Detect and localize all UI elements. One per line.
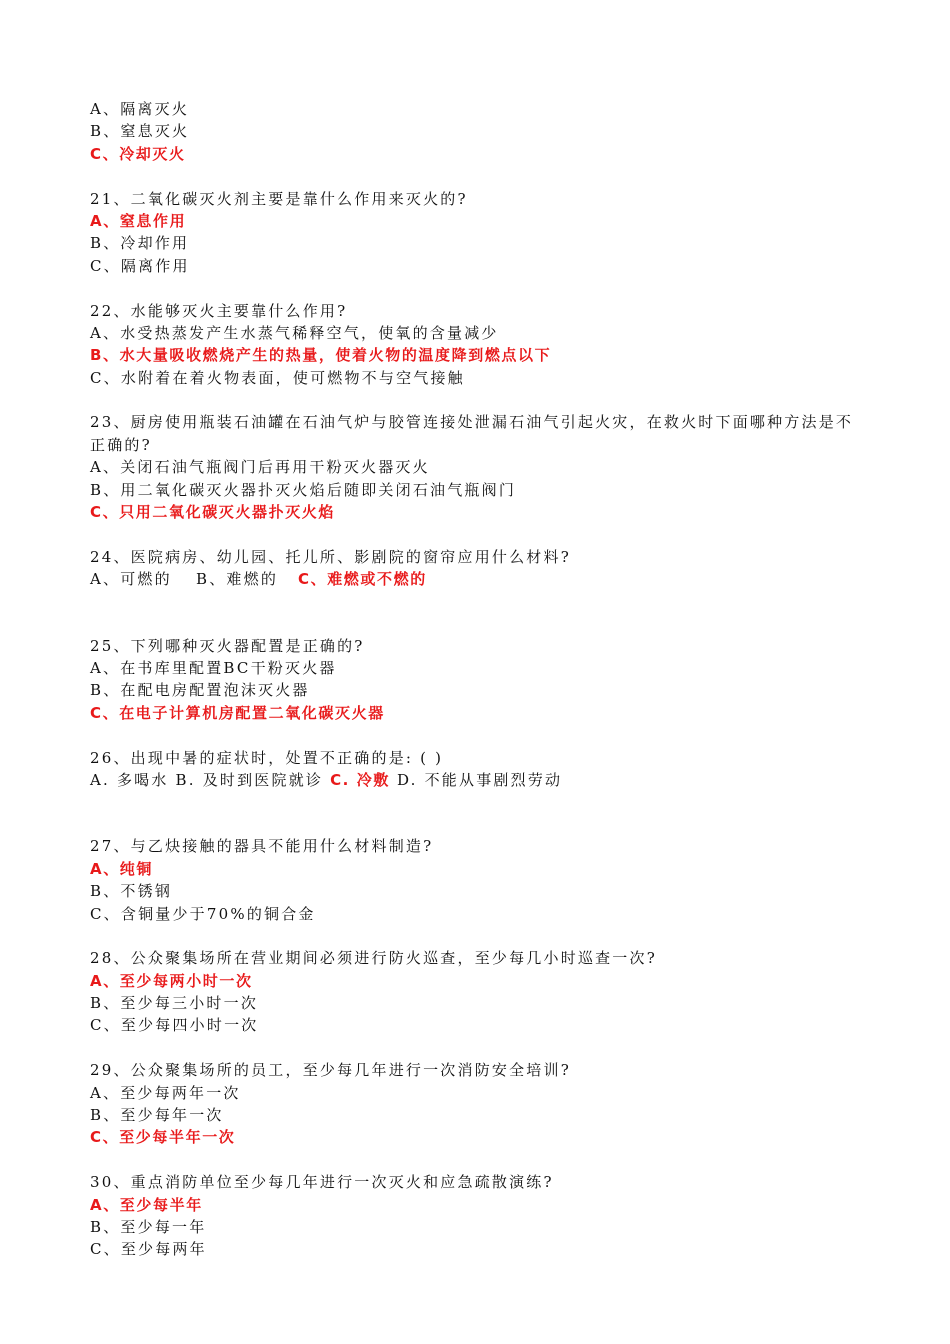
q25-option-b: B、在配电房配置泡沫灭火器 [90,681,310,700]
q24-option-a: A、可燃的 [90,570,172,589]
document-page [90,98,870,1261]
q28-option-b: B、至少每三小时一次 [90,994,259,1013]
q29-option-a: A、至少每两年一次 [90,1083,241,1102]
q27-question: 27、与乙炔接触的器具不能用什么材料制造? [90,837,434,856]
q27-option-c: C、含铜量少于70%的铜合金 [90,904,316,923]
q23-option-b: B、用二氧化碳灭火器扑灭火焰后随即关闭石油气瓶阀门 [90,480,517,499]
q29-answer: C、至少每半年一次 [90,1128,236,1147]
q23-answer: C、只用二氧化碳灭火器扑灭火焰 [90,503,336,522]
q29-option-b: B、至少每年一次 [90,1106,224,1125]
q24-question: 24、医院病房、幼儿园、托儿所、影剧院的窗帘应用什么材料? [90,547,571,566]
q27-option-b: B、不锈钢 [90,882,173,901]
q22-answer: B、水大量吸收燃烧产生的热量，使着火物的温度降到燃点以下 [90,346,552,365]
q26-option-a: A. 多喝水 [90,770,169,789]
q28-option-c: C、至少每四小时一次 [90,1016,259,1035]
q28-answer: A、至少每两小时一次 [90,971,253,990]
q20-option-a: A、隔离灭火 [90,100,190,118]
q30-option-b: B、至少每一年 [90,1218,207,1236]
q26-question: 26、出现中暑的症状时，处置不正确的是: ( ) [90,748,444,767]
q21-question: 21、二氧化碳灭火剂主要是靠什么作用来灭火的? [90,189,468,208]
q29-question: 29、公众聚集场所的员工，至少每几年进行一次消防安全培训? [90,1061,571,1080]
q23-question: 23、厨房使用瓶装石油罐在石油气炉与胶管连接处泄漏石油气引起火灾，在救火时下面哪种方法是不正确的? [90,413,854,454]
q25-question: 25、下列哪种灭火器配置是正确的? [90,636,365,655]
q30-question: 30、重点消防单位至少每几年进行一次灭火和应急疏散演练? [90,1173,554,1192]
q20-answer: C、冷却灭火 [90,144,186,163]
q26-option-d: D. 不能从事剧烈劳动 [396,770,563,789]
q27-answer: A、纯铜 [90,859,154,878]
q21-answer: A、窒息作用 [90,211,187,230]
q22-option-c: C、水附着在着火物表面，使可燃物不与空气接触 [90,368,465,387]
q24-answer: C、难燃或不燃的 [298,570,427,589]
q22-option-a: A、水受热蒸发产生水蒸气稀释空气，使氧的含量减少 [90,323,499,342]
q26-answer: C. 冷敷 [330,770,391,789]
q26-options-row [90,769,870,791]
q20-option-b: B、窒息灭火 [90,122,190,141]
q21-option-c: C、隔离作用 [90,256,190,275]
q30-option-c: C、至少每两年 [90,1240,207,1259]
q22-question: 22、水能够灭火主要靠什么作用? [90,301,348,320]
q23-option-a: A、关闭石油气瓶阀门后再用干粉灭火器灭火 [90,458,430,477]
q24-options-row [90,568,870,590]
q25-option-a: A、在书库里配置BC干粉灭火器 [90,659,337,678]
q30-answer: A、至少每半年 [90,1195,203,1214]
q21-option-b: B、冷却作用 [90,234,190,253]
q25-answer: C、在电子计算机房配置二氧化碳灭火器 [90,703,385,722]
q26-option-b: B. 及时到医院就诊 [175,770,324,789]
q28-question: 28、公众聚集场所在营业期间必须进行防火巡查，至少每几小时巡查一次? [90,949,657,968]
q24-option-b: B、难燃的 [196,570,279,589]
